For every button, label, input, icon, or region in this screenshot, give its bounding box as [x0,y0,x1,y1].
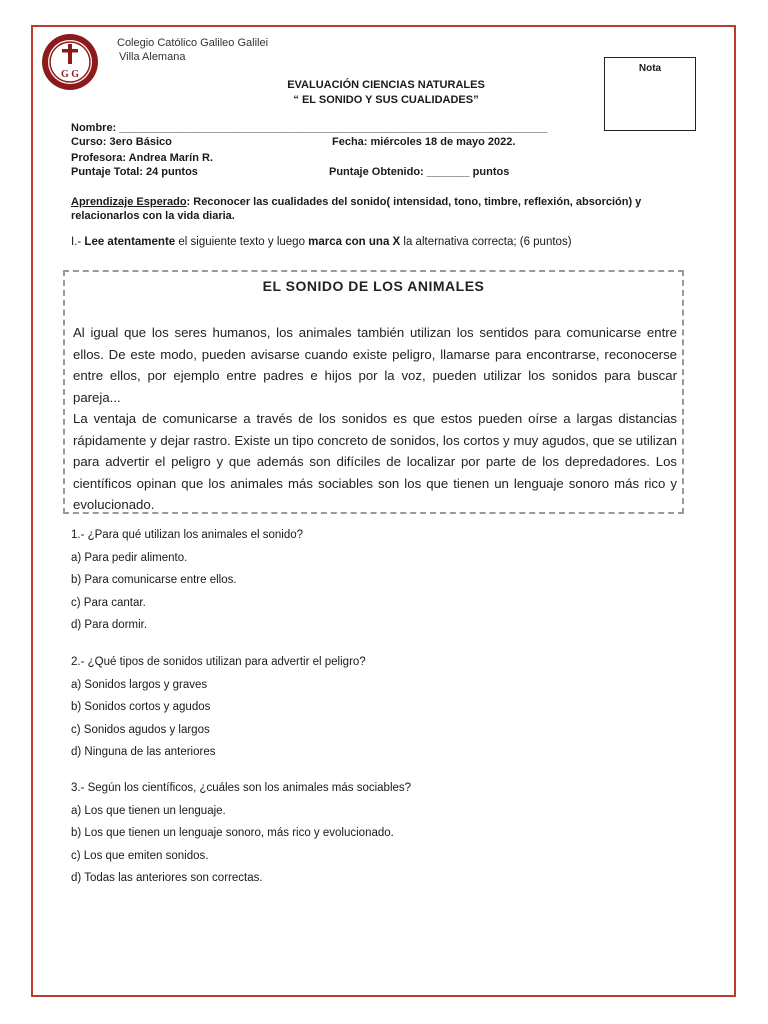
question-1 [71,524,303,637]
exam-subtitle: “ EL SONIDO Y SUS CUALIDADES” [293,94,479,106]
instruction-prefix: I.- [71,236,85,248]
instruction-middle: el siguiente texto y luego [175,236,309,248]
question-2-option-d[interactable]: d) Ninguna de las anteriores [71,746,216,758]
reading-text [73,322,677,516]
question-3-option-d[interactable]: d) Todas las anteriores son correctas. [71,872,263,884]
name-field[interactable]: Nombre: ______________________________________________________________________ [71,122,548,134]
teacher-name: Profesora: Andrea Marín R. [71,152,214,164]
question-1-option-a[interactable]: a) Para pedir alimento. [71,551,188,564]
learning-objective-text: : Reconocer las cualidades del sonido( intensidad, tono, timbre, reflexión, absorción) y relacionarlos con la vida diaria. [71,196,642,222]
grade-label: Nota [638,63,662,74]
question-3-option-b[interactable]: b) Los que tienen un lenguaje sonoro, más rico y evolucionado. [71,827,394,839]
question-1-text: 1.- ¿Para qué utilizan los animales el sonido? [71,529,304,541]
question-2-option-a[interactable]: a) Sonidos largos y graves [71,678,208,691]
question-2-text: 2.- ¿Qué tipos de sonidos utilizan para advertir el peligro? [71,656,366,668]
exam-date: Fecha: miércoles 18 de mayo 2022. [332,136,516,148]
question-1-option-d[interactable]: d) Para dormir. [71,619,148,631]
exam-title: EVALUACIÓN CIENCIAS NATURALES [287,79,485,91]
reading-passage-box [63,270,684,514]
school-logo [41,33,99,91]
instruction-bold-mark: marca con una X [308,236,401,248]
section-instruction [71,236,572,248]
obtained-score-field[interactable]: Puntaje Obtenido: _______ puntos [329,166,510,178]
learning-objective-label: Aprendizaje Esperado [71,196,187,208]
question-3 [71,777,411,890]
instruction-bold-read: Lee atentamente [84,236,176,248]
question-3-text: 3.- Según los científicos, ¿cuáles son los animales más sociables? [71,782,412,794]
question-2 [71,651,366,764]
school-name: Colegio Católico Galileo Galilei [117,37,269,49]
question-3-option-c[interactable]: c) Los que emiten sonidos. [71,849,209,862]
grade-level: Curso: 3ero Básico [71,136,172,148]
school-header [117,36,268,64]
question-3-option-a[interactable]: a) Los que tienen un lenguaje. [71,804,226,817]
question-1-option-c[interactable]: c) Para cantar. [71,596,146,609]
question-2-option-b[interactable]: b) Sonidos cortos y agudos [71,701,211,713]
school-city: Villa Alemana [119,51,186,63]
grade-box[interactable] [604,57,696,131]
reading-title: EL SONIDO DE LOS ANIMALES [262,278,485,294]
reading-paragraph-1: Al igual que los seres humanos, los animales también utilizan los sentidos para comunicarse entre ellos. De este modo, pueden avisarse cuando existe peligro, llamarse para encontrarse, reconocerse entre ellos, por ejemplo entre padres e hijos por la voz, pueden utilizar los sonidos para buscar pareja... [73,325,677,405]
reading-paragraph-2: La ventaja de comunicarse a través de los sonidos es que estos pueden oírse a largas distancias rápidamente y dejar rastro. Existe un tipo concreto de sonidos, los cortos y muy agudos, que se utilizan para advertir el peligro y que además son difíciles de localizar por parte de los depredadores. Los científicos opinan que los animales más sociables son los que tienen un lenguaje sonoro más rico y evolucionado. [73,411,677,512]
learning-objective [71,195,701,223]
question-2-option-c[interactable]: c) Sonidos agudos y largos [71,723,210,736]
total-score: Puntaje Total: 24 puntos [71,166,198,178]
question-1-option-b[interactable]: b) Para comunicarse entre ellos. [71,574,237,586]
logo-letters: G G [60,69,80,80]
instruction-end: la alternativa correcta; (6 puntos) [400,236,572,248]
